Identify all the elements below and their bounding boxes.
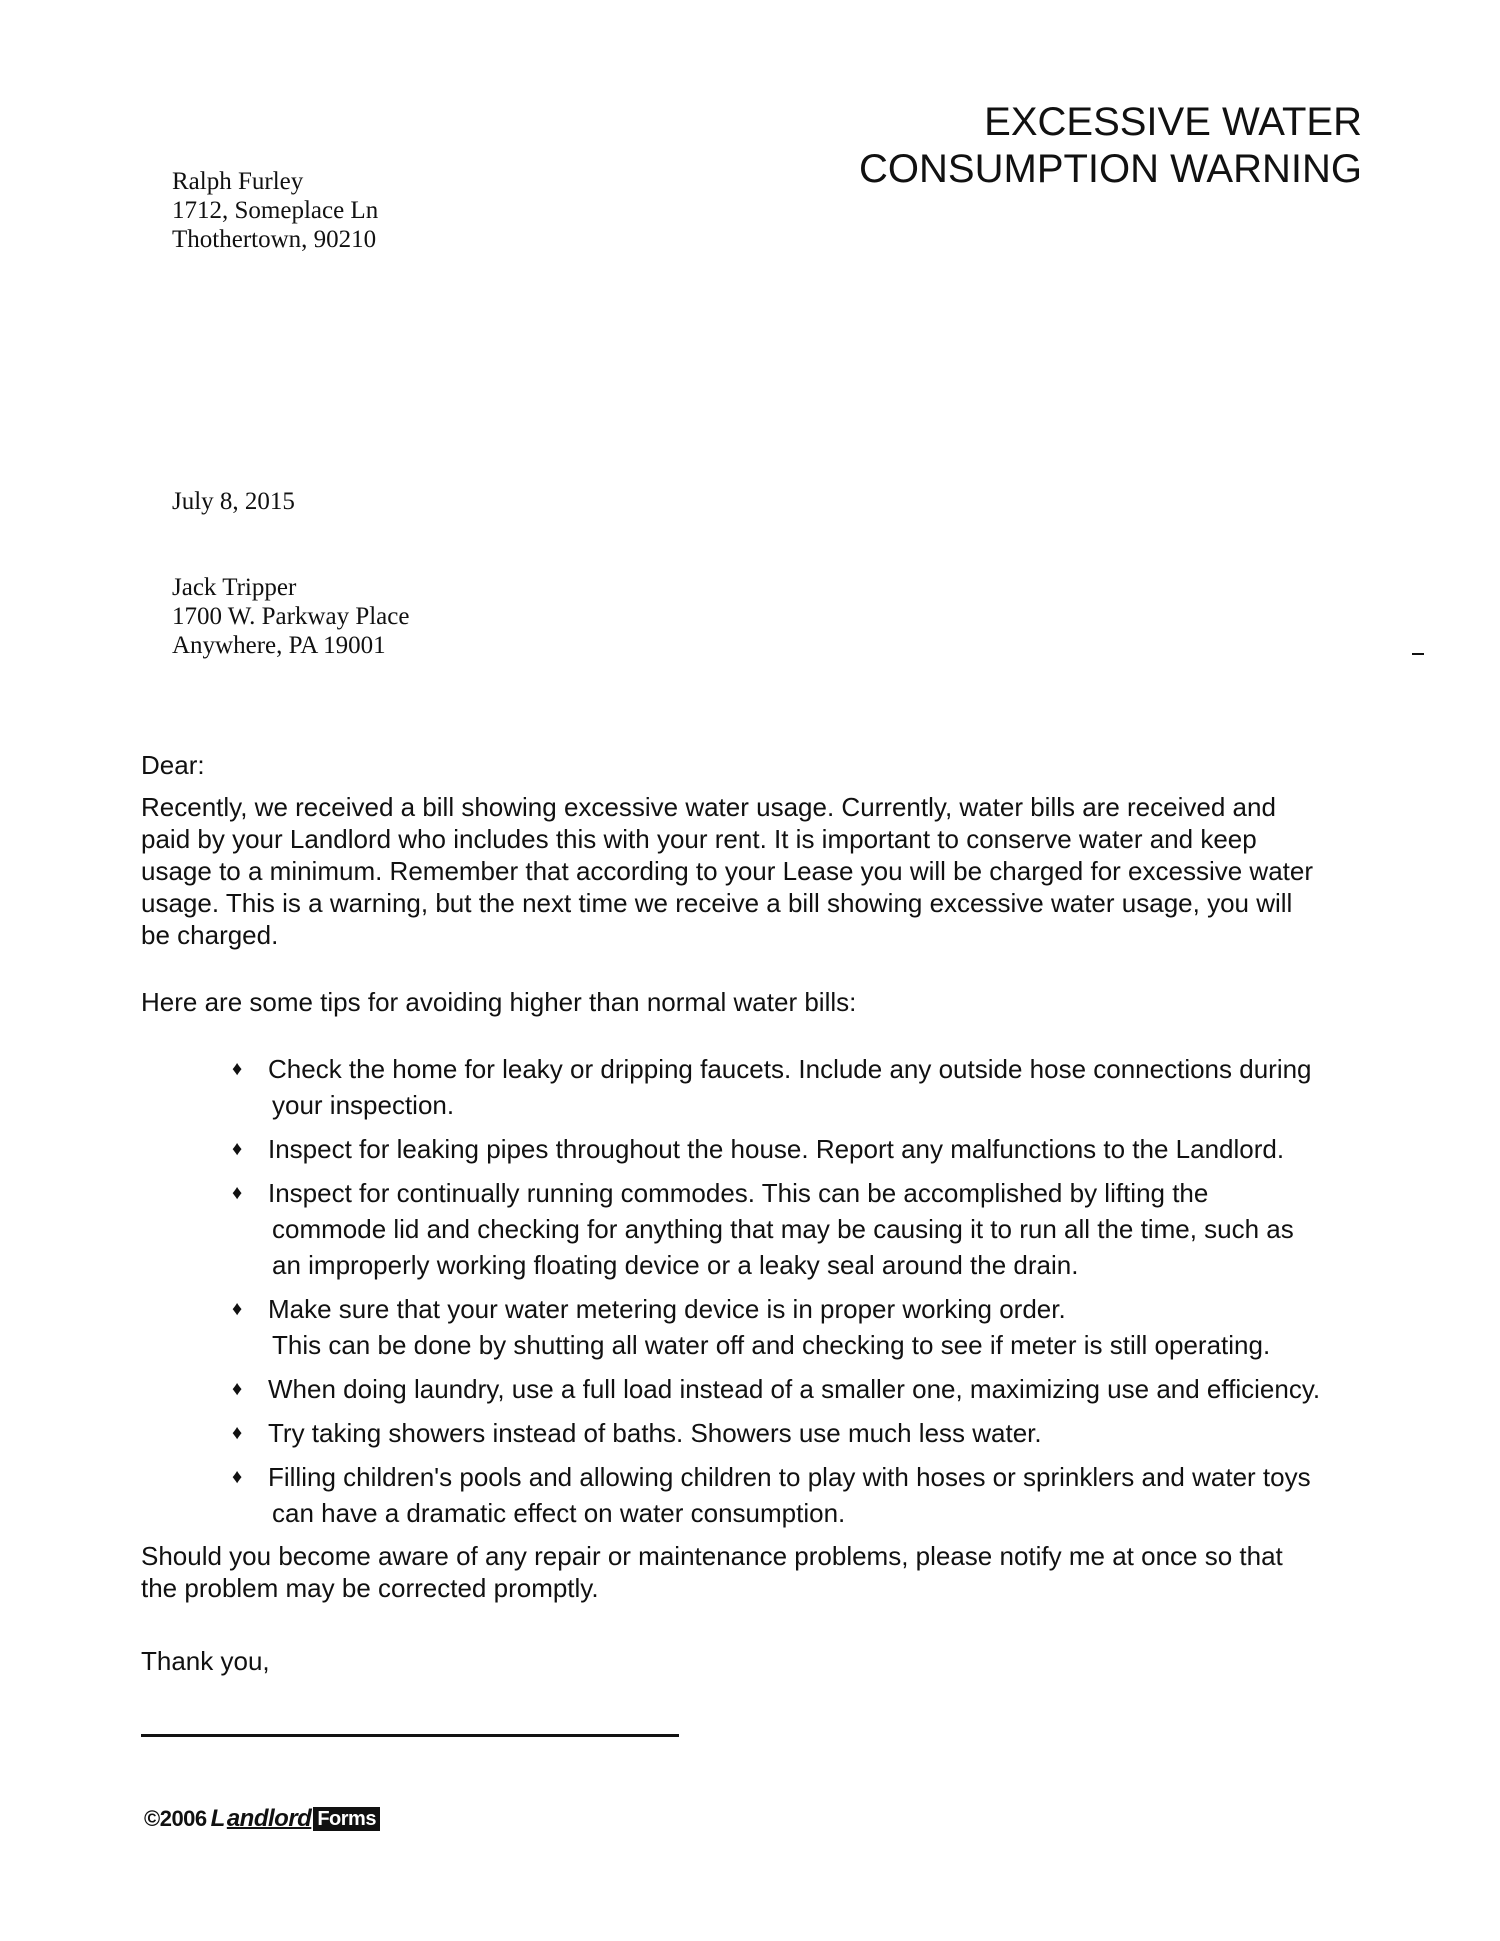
- tips-list: [232, 1051, 1392, 1539]
- closing-line: Should you become aware of any repair or maintenance problems, please notify me at once so that: [141, 1541, 1283, 1571]
- tip-item: [232, 1051, 1392, 1123]
- tips-intro: Here are some tips for avoiding higher than normal water bills:: [141, 987, 857, 1017]
- sender-address-line-2: Thothertown, 90210: [172, 226, 377, 253]
- tip-line: Inspect for leaking pipes throughout the house. Report any malfunctions to the Landlord.: [268, 1134, 1285, 1164]
- diamond-bullet-icon: ♦: [232, 1466, 243, 1488]
- recipient-address-line-1: 1700 W. Parkway Place: [172, 603, 410, 630]
- title-line-2: CONSUMPTION WARNING: [859, 147, 1362, 191]
- diamond-bullet-icon: ♦: [232, 1422, 243, 1444]
- tip-line: When doing laundry, use a full load instead of a smaller one, maximizing use and efficiency.: [268, 1374, 1321, 1404]
- tip-line: Inspect for continually running commodes. This can be accomplished by lifting the: [268, 1178, 1209, 1208]
- footer-logo: [144, 1805, 380, 1833]
- closing-line: the problem may be corrected promptly.: [141, 1573, 599, 1603]
- diamond-bullet-icon: ♦: [232, 1058, 243, 1080]
- margin-mark: [1412, 653, 1424, 655]
- sender-name: Ralph Furley: [172, 168, 304, 195]
- sender-address-line-1: 1712, Someplace Ln: [172, 197, 379, 224]
- body-line: Recently, we received a bill showing excessive water usage. Currently, water bills are received and: [141, 792, 1276, 822]
- signature-line: [141, 1734, 679, 1737]
- tip-item: [232, 1459, 1392, 1531]
- tip-line: commode lid and checking for anything that may be causing it to run all the time, such as: [272, 1214, 1294, 1244]
- body-paragraph: [141, 791, 1381, 951]
- document-title: [859, 99, 1362, 193]
- diamond-bullet-icon: ♦: [232, 1182, 243, 1204]
- body-line: paid by your Landlord who includes this with your rent. It is important to conserve water and keep: [141, 824, 1257, 854]
- diamond-bullet-icon: ♦: [232, 1138, 243, 1160]
- body-line: usage to a minimum. Remember that according to your Lease you will be charged for excessive water: [141, 856, 1314, 886]
- tip-item: [232, 1175, 1392, 1283]
- forms-logo-badge: Forms: [313, 1807, 380, 1831]
- tip-item: [232, 1131, 1392, 1167]
- body-line: usage. This is a warning, but the next time we receive a bill showing excessive water usage, you will: [141, 888, 1293, 918]
- title-line-1: EXCESSIVE WATER: [984, 100, 1362, 144]
- closing-paragraph: [141, 1540, 1283, 1604]
- salutation: Dear:: [141, 750, 205, 780]
- tip-line: Try taking showers instead of baths. Showers use much less water.: [268, 1418, 1042, 1448]
- tip-line: Make sure that your water metering device is in proper working order.: [268, 1294, 1066, 1324]
- tip-line: This can be done by shutting all water off and checking to see if meter is still operating.: [272, 1330, 1271, 1360]
- copyright-text: ©2006: [144, 1806, 207, 1831]
- recipient-address-block: [172, 573, 409, 660]
- diamond-bullet-icon: ♦: [232, 1298, 243, 1320]
- tip-line: Check the home for leaky or dripping faucets. Include any outside hose connections during: [268, 1054, 1312, 1084]
- diamond-bullet-icon: ♦: [232, 1378, 243, 1400]
- letter-date: July 8, 2015: [172, 488, 295, 515]
- tip-line: your inspection.: [272, 1090, 455, 1120]
- sender-address-block: [172, 167, 378, 254]
- tip-item: [232, 1415, 1392, 1451]
- landlord-logo-mark: L: [210, 1805, 225, 1832]
- signoff: Thank you,: [141, 1646, 270, 1676]
- tip-item: [232, 1291, 1392, 1363]
- body-line: be charged.: [141, 920, 279, 950]
- landlord-logo-word: andlord: [226, 1805, 312, 1832]
- recipient-name: Jack Tripper: [172, 574, 297, 601]
- recipient-address-line-2: Anywhere, PA 19001: [172, 632, 386, 659]
- tip-line: can have a dramatic effect on water consumption.: [272, 1498, 846, 1528]
- tip-line: Filling children's pools and allowing children to play with hoses or sprinklers and water toys: [268, 1462, 1311, 1492]
- tip-line: an improperly working floating device or a leaky seal around the drain.: [272, 1250, 1079, 1280]
- tip-item: [232, 1371, 1392, 1407]
